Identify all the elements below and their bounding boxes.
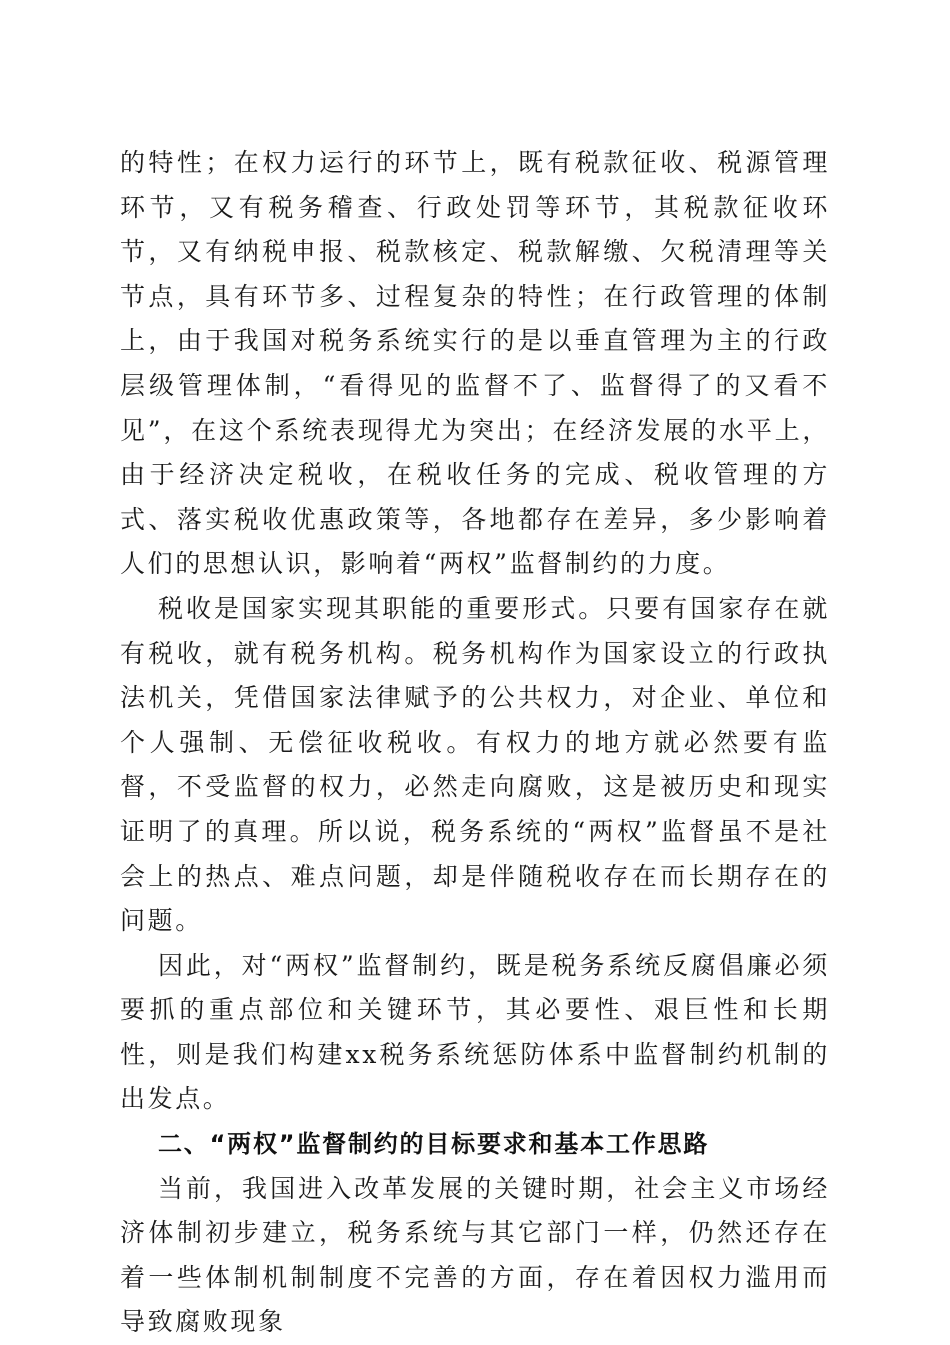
paragraph-current-situation: 当前，我国进入改革发展的关键时期，社会主义市场经济体制初步建立，税务系统与其它部门一样，仍然还存在着一些体制机制制度不完善的方面，存在着因权力滥用而导致腐败现象 [120, 1173, 830, 1337]
paragraph-tax-and-power: 税收是国家实现其职能的重要形式。只要有国家存在就有税收，就有税务机构。税务机构作为国家设立的行政执法机关，凭借国家法律赋予的公共权力，对企业、单位和个人强制、无偿征收税收。有权力的地方就必然要有监督，不受监督的权力，必然走向腐败，这是被历史和现实证明了的真理。所以说，税务系统的“两权”监督虽不是社会上的热点、难点问题，却是伴随税收存在而长期存在的问题。 [120, 593, 830, 936]
section-heading: 二、“两权”监督制约的目标要求和基本工作思路 [158, 1130, 710, 1159]
paragraph-conclusion: 因此，对“两权”监督制约，既是税务系统反腐倡廉必须要抓的重点部位和关键环节，其必要性、艰巨性和长期性，则是我们构建xx税务系统惩防体系中监督制约机制的出发点。 [120, 950, 830, 1114]
paragraph-continued: 的特性；在权力运行的环节上，既有税款征收、税源管理环节，又有税务稽查、行政处罚等环节，其税款征收环节，又有纳税申报、税款核定、税款解缴、欠税清理等关节点，具有环节多、过程复杂的特性；在行政管理的体制上，由于我国对税务系统实行的是以垂直管理为主的行政层级管理体制，“看得见的监督不了、监督得了的又看不见”，在这个系统表现得尤为突出；在经济发展的水平上，由于经济决定税收，在税收任务的完成、税收管理的方式、落实税收优惠政策等，各地都存在差异，多少影响着人们的思想认识，影响着“两权”监督制约的力度。 [120, 148, 830, 579]
document-body [120, 141, 830, 1345]
